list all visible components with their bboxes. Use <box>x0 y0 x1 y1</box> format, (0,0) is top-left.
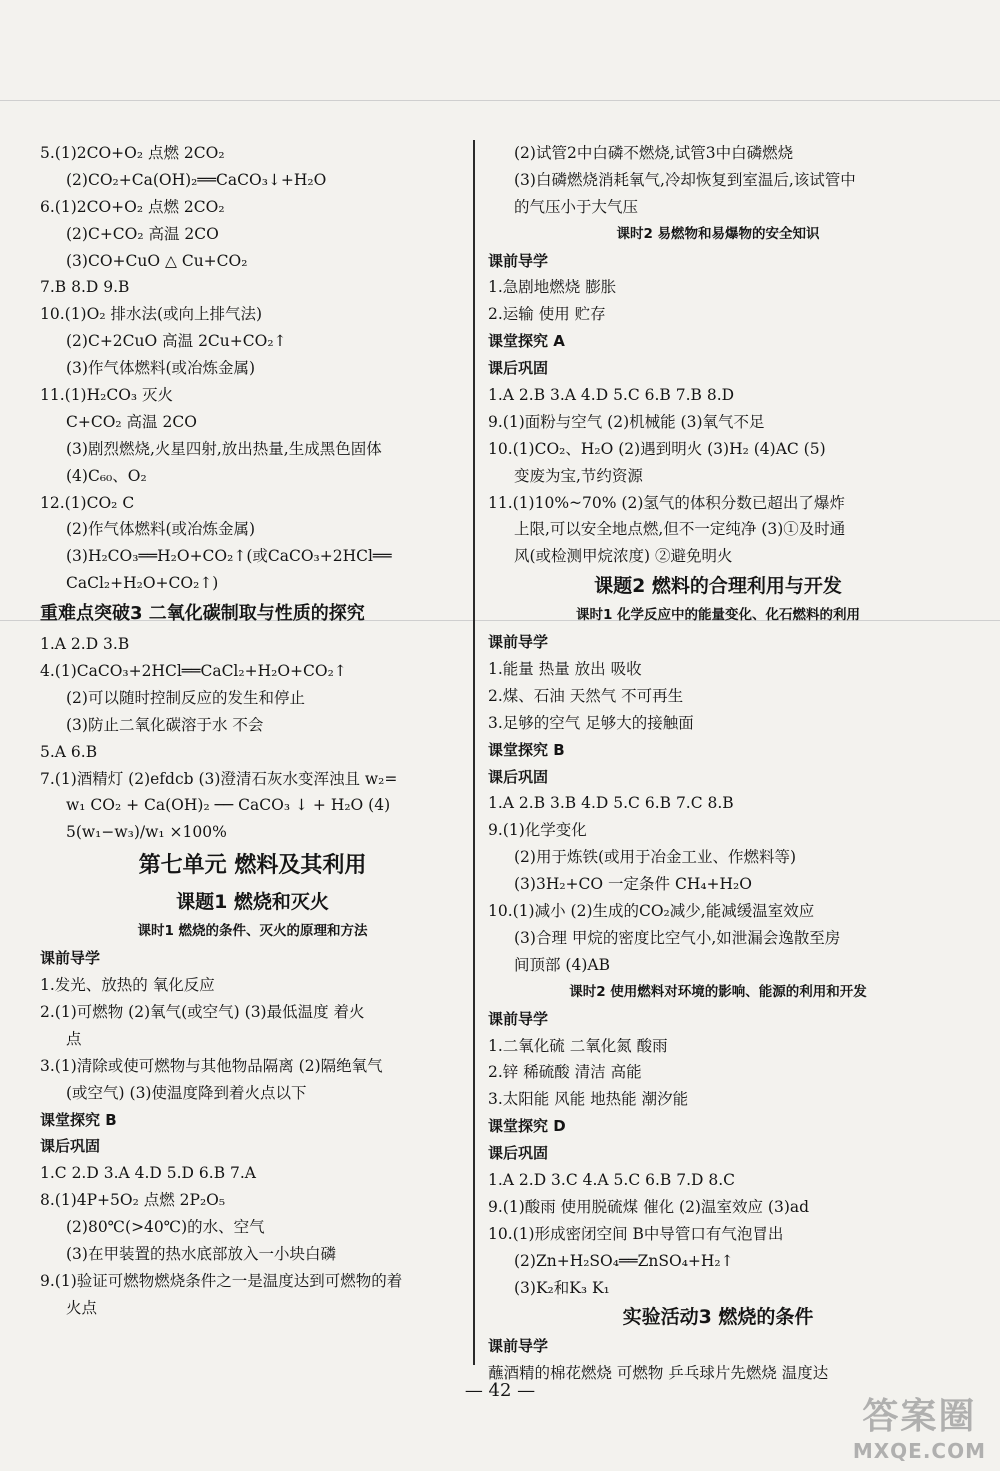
right-line: 1.A 2.D 3.C 4.A 5.C 6.B 7.D 8.C <box>488 1170 736 1189</box>
right-line: 9.(1)化学变化 <box>488 821 587 840</box>
left-line: (2)80℃(>40℃)的水、空气 <box>66 1218 265 1237</box>
right-line: 1.二氧化硫 二氧化氮 酸雨 <box>488 1036 668 1055</box>
right-line: 9.(1)面粉与空气 (2)机械能 (3)氧气不足 <box>488 412 765 431</box>
right-line: 10.(1)减小 (2)生成的CO₂减少,能减缓温室效应 <box>488 902 815 921</box>
right-line: 课堂探究 B <box>488 740 565 759</box>
left-line: 课前导学 <box>40 949 101 968</box>
left-line: 课题1 燃烧和灭火 <box>176 891 329 914</box>
right-line: (3)合理 甲烷的密度比空气小,如泄漏会逸散至房 <box>514 928 841 947</box>
right-line: 课前导学 <box>488 251 549 270</box>
left-column <box>40 140 465 1322</box>
right-line: 课时2 使用燃料对环境的影响、能源的利用和开发 <box>569 983 867 1000</box>
page-number: — 42 — <box>464 1380 536 1401</box>
left-line: (3)作气体燃料(或冶炼金属) <box>66 359 256 378</box>
left-line: (3)H₂CO₃══H₂O+CO₂↑(或CaCO₃+2HCl══ <box>66 547 392 566</box>
left-line: 1.A 2.D 3.B <box>40 635 130 654</box>
left-line: 11.(1)H₂CO₃ 灭火 <box>40 386 174 405</box>
watermark-url: MXQE.COM <box>852 1439 986 1463</box>
right-line: 10.(1)形成密闭空间 B中导管口有气泡冒出 <box>488 1224 784 1243</box>
left-line: 5.(1)2CO+O₂ 点燃 2CO₂ <box>40 144 225 162</box>
watermark-text: 答案圈 <box>862 1396 977 1437</box>
left-line: 5.A 6.B <box>40 742 98 761</box>
left-line: 9.(1)验证可燃物燃烧条件之一是温度达到可燃物的着 <box>40 1271 403 1290</box>
right-line: (2)用于炼铁(或用于冶金工业、作燃料等) <box>514 848 797 867</box>
right-column <box>488 140 948 1387</box>
right-line: 实验活动3 燃烧的条件 <box>622 1306 814 1329</box>
left-line: (2)C+2CuO 高温 2Cu+CO₂↑ <box>66 332 287 351</box>
left-line: CaCl₂+H₂O+CO₂↑) <box>66 574 219 593</box>
right-line: 1.能量 热量 放出 吸收 <box>488 660 642 679</box>
left-line: 6.(1)2CO+O₂ 点燃 2CO₂ <box>40 197 225 216</box>
left-line: (2)CO₂+Ca(OH)₂══CaCO₃↓+H₂O <box>66 170 327 189</box>
right-line: 课时1 化学反应中的能量变化、化石燃料的利用 <box>575 607 861 624</box>
right-line: 课前导学 <box>488 633 549 652</box>
left-line: (2)作气体燃料(或冶炼金属) <box>66 520 256 539</box>
left-line: 3.(1)清除或使可燃物与其他物品隔离 (2)隔绝氧气 <box>40 1056 383 1075</box>
right-line: 课堂探究 D <box>488 1117 566 1136</box>
right-line: 的气压小于大气压 <box>514 197 639 216</box>
left-line: 4.(1)CaCO₃+2HCl══CaCl₂+H₂O+CO₂↑ <box>40 662 347 681</box>
left-line: 7.(1)酒精灯 (2)efdcb (3)澄清石灰水变浑浊且 w₂= <box>40 769 398 788</box>
right-line: 1.A 2.B 3.B 4.D 5.C 6.B 7.C 8.B <box>488 794 734 813</box>
left-line: 课时1 燃烧的条件、灭火的原理和方法 <box>137 923 368 940</box>
left-line: (3)防止二氧化碳溶于水 不会 <box>66 715 264 734</box>
left-line: 10.(1)O₂ 排水法(或向上排气法) <box>40 305 263 324</box>
left-line: 5(w₁−w₃)/w₁ ×100% <box>66 823 227 842</box>
right-line: 2.运输 使用 贮存 <box>488 305 606 324</box>
left-line: w₁ CO₂ + Ca(OH)₂ ── CaCO₃ ↓ + H₂O (4) <box>66 796 391 815</box>
scan-line <box>0 100 1000 101</box>
right-line: 2.锌 稀硫酸 清洁 高能 <box>488 1063 642 1082</box>
left-line: (3)CO+CuO △ Cu+CO₂ <box>66 251 248 270</box>
right-line: 10.(1)CO₂、H₂O (2)遇到明火 (3)H₂ (4)AC (5) <box>488 439 826 458</box>
left-line: (或空气) (3)使温度降到着火点以下 <box>66 1083 307 1102</box>
left-line: 12.(1)CO₂ C <box>40 493 135 512</box>
right-line: 课堂探究 A <box>488 332 565 351</box>
right-line: 课后巩固 <box>488 359 549 378</box>
right-line: (2)试管2中白磷不燃烧,试管3中白磷燃烧 <box>514 144 794 162</box>
right-line: 间顶部 (4)AB <box>514 955 610 974</box>
left-line: (4)C₆₀、O₂ <box>66 466 147 485</box>
left-line: 点 <box>66 1029 82 1048</box>
right-line: 上限,可以安全地点燃,但不一定纯净 (3)①及时通 <box>514 520 846 539</box>
right-line: 3.足够的空气 足够大的接触面 <box>488 713 694 732</box>
right-line: 3.太阳能 风能 地热能 潮汐能 <box>488 1090 689 1109</box>
left-line: (3)剧烈燃烧,火星四射,放出热量,生成黑色固体 <box>66 439 382 458</box>
right-line: 课后巩固 <box>488 767 549 786</box>
left-line: 第七单元 燃料及其利用 <box>138 853 367 879</box>
left-line: 1.发光、放热的 氧化反应 <box>40 976 215 995</box>
right-line: 课题2 燃料的合理利用与开发 <box>594 575 842 598</box>
left-line: 1.C 2.D 3.A 4.D 5.D 6.B 7.A <box>40 1164 257 1183</box>
right-line: (3)白磷燃烧消耗氧气,冷却恢复到室温后,该试管中 <box>514 170 856 189</box>
right-line: 风(或检测甲烷浓度) ②避免明火 <box>514 547 733 566</box>
left-line: 课堂探究 B <box>40 1110 117 1129</box>
column-divider <box>473 140 475 1365</box>
left-line: (3)在甲装置的热水底部放入一小块白磷 <box>66 1244 336 1263</box>
left-line: 2.(1)可燃物 (2)氧气(或空气) (3)最低温度 着火 <box>40 1002 365 1021</box>
right-line: (3)K₂和K₃ K₁ <box>514 1278 610 1297</box>
right-line: (3)3H₂+CO 一定条件 CH₄+H₂O <box>514 875 752 894</box>
right-line: 变废为宝,节约资源 <box>514 466 643 485</box>
left-line: (2)可以随时控制反应的发生和停止 <box>66 688 305 707</box>
right-line: (2)Zn+H₂SO₄══ZnSO₄+H₂↑ <box>514 1251 734 1270</box>
right-line: 蘸酒精的棉花燃烧 可燃物 乒乓球片先燃烧 温度达 <box>488 1364 829 1383</box>
right-line: 1.A 2.B 3.A 4.D 5.C 6.B 7.B 8.D <box>488 386 735 405</box>
left-line: (2)C+CO₂ 高温 2CO <box>66 224 219 243</box>
watermark-logo <box>853 1388 986 1463</box>
right-line: 课后巩固 <box>488 1144 549 1163</box>
right-line: 2.煤、石油 天然气 不可再生 <box>488 686 684 705</box>
right-line: 课前导学 <box>488 1337 549 1356</box>
left-line: 7.B 8.D 9.B <box>40 278 130 297</box>
right-line: 9.(1)酸雨 使用脱硫煤 催化 (2)温室效应 (3)ad <box>488 1197 810 1216</box>
left-line: C+CO₂ 高温 2CO <box>66 412 197 431</box>
left-line: 8.(1)4P+5O₂ 点燃 2P₂O₅ <box>40 1191 226 1210</box>
left-line: 课后巩固 <box>40 1137 101 1156</box>
right-line: 课前导学 <box>488 1009 549 1028</box>
right-line: 11.(1)10%~70% (2)氢气的体积分数已超出了爆炸 <box>488 493 845 512</box>
right-line: 课时2 易燃物和易爆物的安全知识 <box>616 225 820 242</box>
left-line: 重难点突破3 二氧化碳制取与性质的探究 <box>40 603 365 625</box>
right-line: 1.急剧地燃烧 膨胀 <box>488 278 617 297</box>
left-line: 火点 <box>66 1298 98 1317</box>
